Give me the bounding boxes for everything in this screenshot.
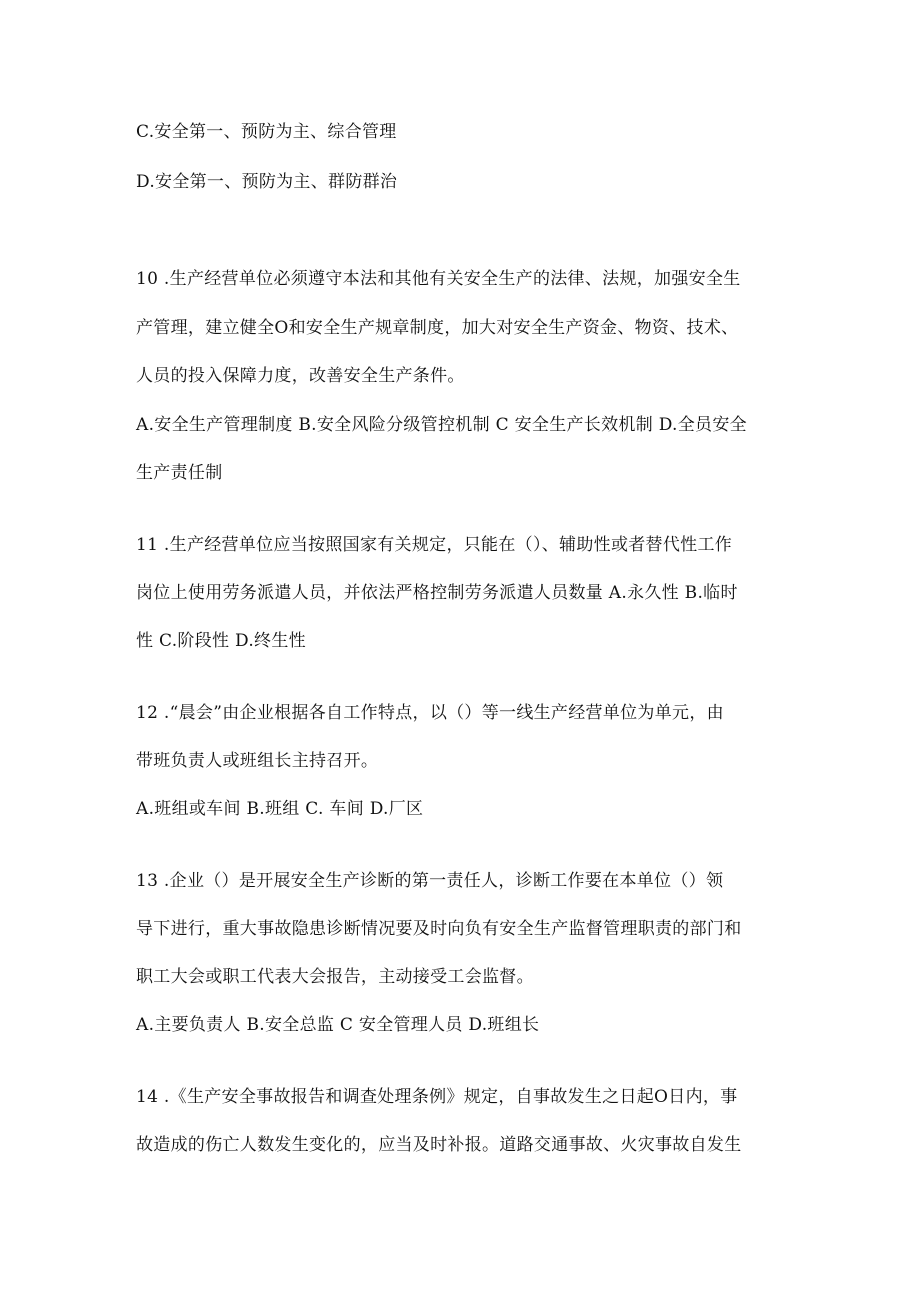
- question-14-line-1: 14 .《生产安全事故报告和调查处理条例》规定，自事故发生之日起O日内，事: [136, 1087, 738, 1107]
- question-11-line-2: 岗位上使用劳务派遣人员，并依法严格控制劳务派遣人员数量 A.永久性 B.临时: [136, 583, 738, 603]
- question-10-line-3: 人员的投入保障力度，改善安全生产条件。: [136, 366, 465, 386]
- question-13-line-2: 导下进行，重大事故隐患诊断情况要及时向负有安全生产监督管理职责的部门和: [136, 919, 742, 939]
- question-14-line-2: 故造成的伤亡人数发生变化的，应当及时补报。道路交通事故、火灾事故自发生: [136, 1135, 742, 1155]
- option-d-line: D.安全第一、预防为主、群防群治: [136, 172, 398, 192]
- question-13-options: A.主要负责人 B.安全总监 C 安全管理人员 D.班组长: [136, 1015, 540, 1035]
- question-13-line-1: 13 .企业（）是开展安全生产诊断的第一责任人，诊断工作要在本单位（）领: [136, 871, 724, 891]
- question-10-options-line-2: 生产责任制: [136, 463, 223, 483]
- question-10-line-1: 10 .生产经营单位必须遵守本法和其他有关安全生产的法律、法规，加强安全生: [136, 269, 741, 289]
- question-12-options: A.班组或车间 B.班组 C. 车间 D.厂区: [136, 799, 424, 819]
- question-12-line-2: 带班负责人或班组长主持召开。: [136, 751, 379, 771]
- question-10-line-2: 产管理，建立健全O和安全生产规章制度，加大对安全生产资金、物资、技术、: [136, 318, 739, 338]
- question-13-line-3: 职工大会或职工代表大会报告，主动接受工会监督。: [136, 967, 534, 987]
- question-10-options-line-1: A.安全生产管理制度 B.安全风险分级管控机制 C 安全生产长效机制 D.全员安全: [136, 415, 747, 435]
- question-12-line-1: 12 .“晨会”由企业根据各自工作特点，以（）等一线生产经营单位为单元，由: [136, 703, 724, 723]
- option-c-line: C.安全第一、预防为主、综合管理: [136, 122, 397, 142]
- question-11-line-1: 11 .生产经营单位应当按照国家有关规定，只能在（）、辅助性或者替代性工作: [136, 535, 733, 555]
- question-11-line-3: 性 C.阶段性 D.终生性: [136, 631, 306, 651]
